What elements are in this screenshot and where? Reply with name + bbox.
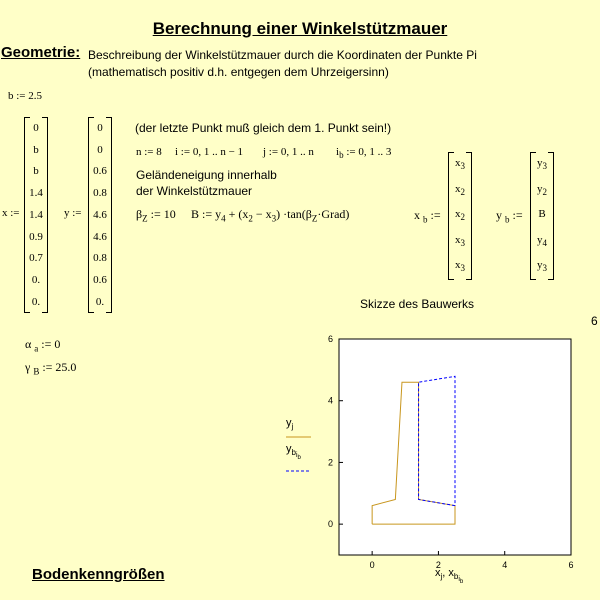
x-axis-label: $x_j$, $x_bib$ — [435, 567, 464, 585]
xb-matrix — [448, 152, 472, 280]
matrix-cell: 0 — [97, 143, 103, 156]
range-n: n := 8 — [136, 146, 162, 158]
geometry-heading: Geometrie: — [1, 44, 81, 61]
matrix-cell: 0. — [31, 273, 41, 286]
geometry-desc-line1: Beschreibung der Winkelstützmauer durch die Koordinaten der Punkte Pi — [88, 48, 477, 62]
yb-label: y $_b$ := — [496, 208, 523, 225]
matrix-cell: 1.4 — [29, 187, 43, 200]
matrix-cell: 0 — [97, 122, 103, 134]
y-tick-label: 4 — [327, 395, 333, 406]
matrix-cell: 4.6 — [93, 208, 107, 221]
beta-definition: $\beta_Z$ := 10 — [136, 207, 176, 224]
matrix-cell: $x_2$ — [455, 182, 465, 197]
matrix-cell: $x_2$ — [455, 208, 465, 223]
legend-label: $y_j$ — [286, 417, 294, 431]
range-ib: $i_b$ := 0, 1 .. 3 — [336, 146, 392, 161]
y-matrix — [88, 117, 112, 313]
yb-matrix — [530, 152, 554, 280]
x-tick-label: 6 — [568, 560, 574, 570]
matrix-cell: $x_3$ — [455, 259, 465, 274]
page-title: Berechnung einer Winkelstützmauer — [152, 19, 448, 38]
x-matrix — [24, 117, 48, 313]
matrix-cell: $y_2$ — [537, 182, 547, 197]
matrix-cell: 0. — [95, 295, 105, 308]
matrix-cell: 0.6 — [93, 273, 107, 286]
matrix-cell: B — [538, 208, 546, 220]
matrix-cell: 0.9 — [29, 230, 43, 243]
x-tick-label: 0 — [369, 560, 375, 570]
matrix-cell: 1.4 — [29, 208, 43, 221]
soil-heading: Bodenkenngrößen — [32, 566, 165, 583]
matrix-cell: $y_3$ — [537, 157, 547, 172]
alpha-definition: α $_a$ := 0 — [25, 337, 61, 354]
x-tick-label: 4 — [502, 560, 508, 570]
matrix-cell: $x_3$ — [455, 233, 465, 248]
matrix-cell: b — [33, 143, 39, 156]
matrix-cell: 4.6 — [93, 230, 107, 243]
matrix-cell: $y_4$ — [537, 233, 547, 248]
right-marker: 6 — [591, 314, 598, 328]
y-tick-label: 0 — [327, 519, 333, 530]
matrix-cell: $y_3$ — [537, 259, 547, 274]
y-tick-label: 2 — [327, 457, 333, 468]
x-label: x := — [2, 207, 20, 219]
terrain-line2: der Winkelstützmauer — [136, 184, 253, 198]
plot-area — [339, 339, 571, 555]
matrix-cell: $x_3$ — [455, 157, 465, 172]
terrain-line1: Geländeneigung innerhalb — [136, 168, 277, 182]
gamma-definition: γ $_B$ := 25.0 — [25, 360, 77, 377]
matrix-cell: 0. — [31, 295, 41, 308]
y-tick-label: 6 — [327, 334, 333, 344]
x-tick-label: 2 — [435, 560, 441, 570]
y-label: y := — [64, 207, 82, 219]
xb-label: x $_b$ := — [414, 208, 441, 225]
matrix-cell: 0.7 — [29, 252, 43, 265]
range-j: j := 0, 1 .. n — [263, 146, 314, 158]
matrix-cell: b — [33, 165, 39, 178]
note-last-point: (der letzte Punkt muß gleich dem 1. Punkt sein!) — [135, 121, 392, 135]
series-line — [419, 376, 455, 505]
matrix-cell: 0 — [33, 122, 39, 134]
range-i: i := 0, 1 .. n − 1 — [175, 146, 244, 158]
B-formula: B := $y_4 + (x_2 - x_3)$ $\cdot\tan(\beta_Z\cdot Grad)$ — [191, 207, 350, 224]
geometry-desc-line2: (mathematisch positiv d.h. entgegen dem Uhrzeigersinn) — [88, 65, 389, 79]
matrix-cell: 0.6 — [93, 165, 107, 178]
legend-label: $y_bib$ — [286, 443, 301, 461]
matrix-cell: 0.8 — [93, 187, 107, 200]
sketch-title: Skizze des Bauwerks — [360, 297, 475, 311]
b-definition: b := 2.5 — [8, 90, 43, 102]
series-line — [372, 382, 455, 524]
matrix-cell: 0.8 — [93, 252, 107, 265]
